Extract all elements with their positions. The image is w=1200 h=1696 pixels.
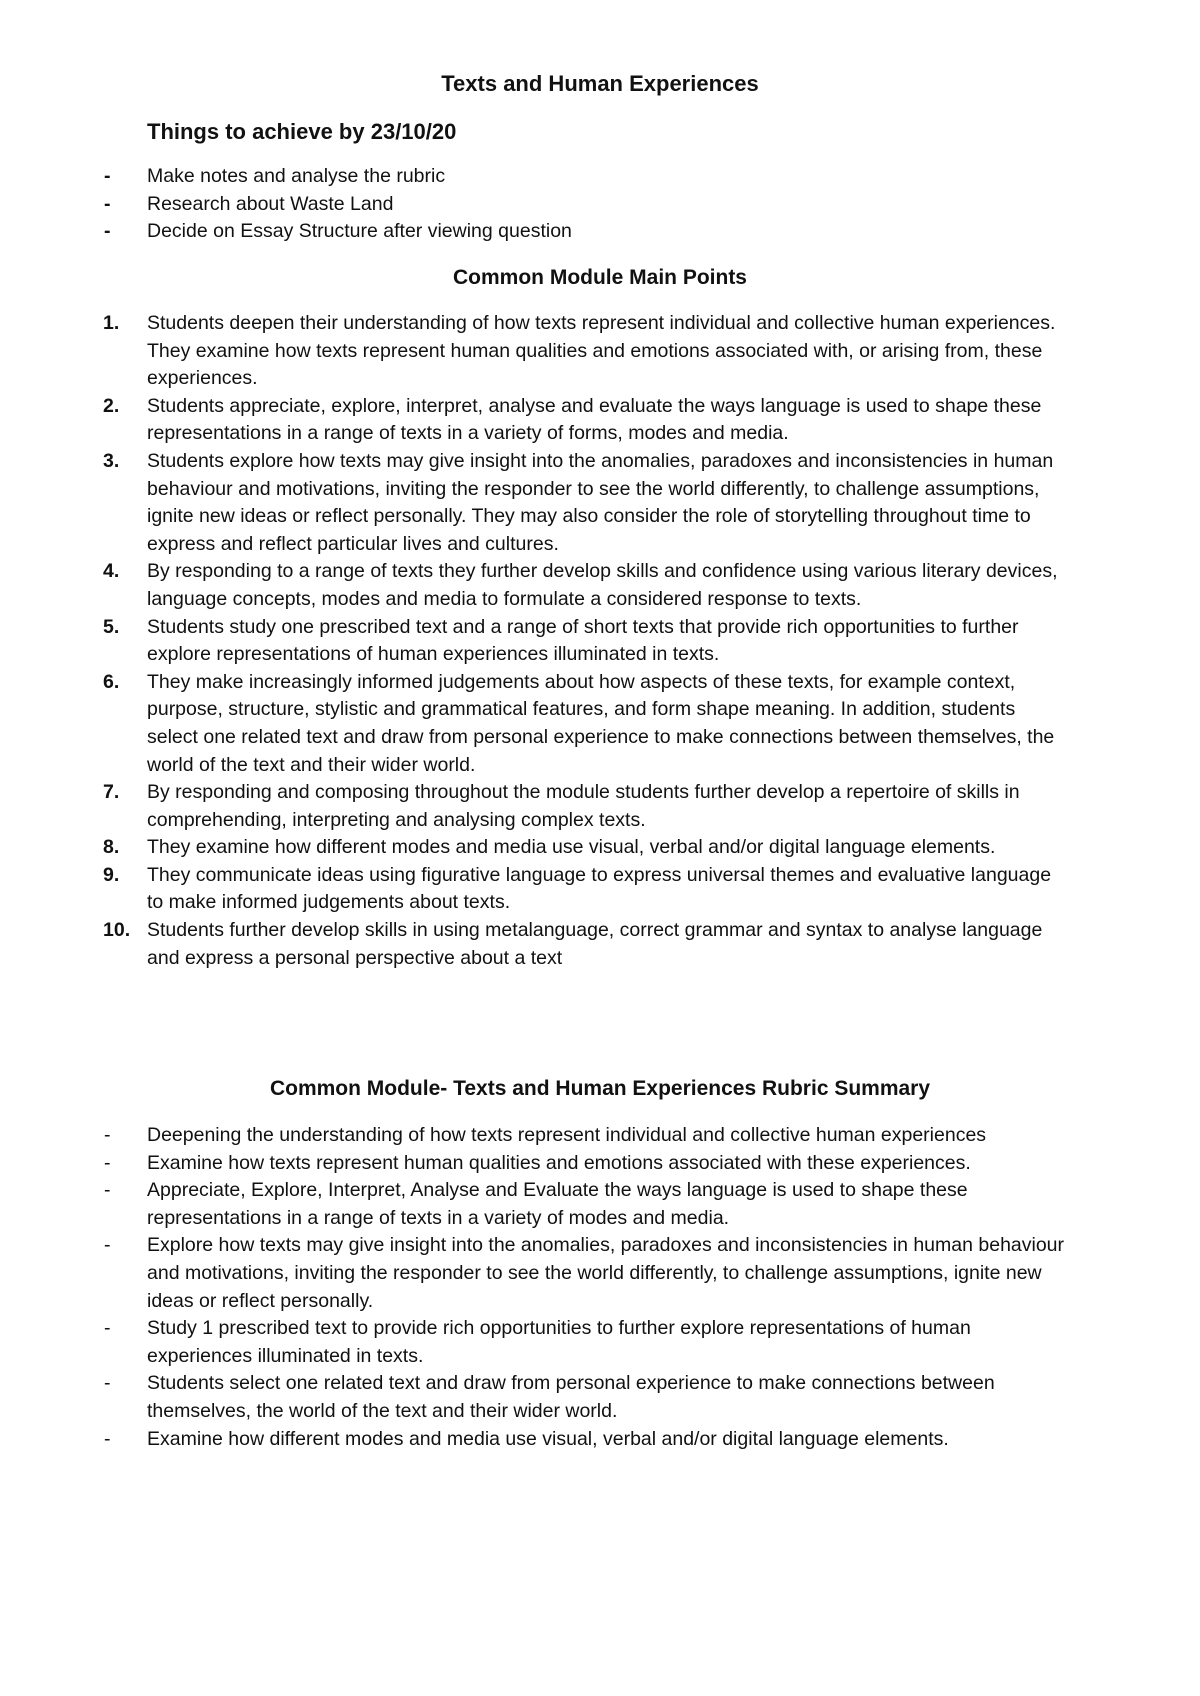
list-item-text: They examine how different modes and media use visual, verbal and/or digital language elements. xyxy=(147,836,996,859)
list-item-text: Make notes and analyse the rubric xyxy=(147,165,446,187)
list-item-text: Appreciate, Explore, Interpret, Analyse and Evaluate the ways language is used to shape these representations in a range of texts in a variety of modes and media. xyxy=(147,1179,968,1229)
rubric-summary-list xyxy=(0,1122,1200,1453)
list-marker: 9. xyxy=(103,863,120,886)
list-item-text: Students select one related text and draw from personal experience to make connections between themselves, the world of the text and their wider world. xyxy=(147,1372,995,1422)
main-point-item xyxy=(0,310,1200,393)
main-point-item xyxy=(0,393,1200,448)
main-point-item xyxy=(0,834,1200,862)
list-marker: 5. xyxy=(103,615,120,638)
main-points-list xyxy=(0,310,1200,972)
main-points-heading: Common Module Main Points xyxy=(453,266,747,289)
main-point-item xyxy=(0,614,1200,669)
list-item-text: Study 1 prescribed text to provide rich opportunities to further explore representations of human experiences illuminated in texts. xyxy=(147,1317,971,1367)
list-marker: - xyxy=(104,1234,111,1257)
rubric-item xyxy=(0,1232,1200,1315)
main-point-item xyxy=(0,669,1200,779)
list-marker: - xyxy=(104,1372,111,1395)
rubric-item xyxy=(0,1370,1200,1425)
list-marker: - xyxy=(104,1124,111,1146)
rubric-item xyxy=(0,1426,1200,1454)
list-marker: 6. xyxy=(103,670,120,693)
list-marker: - xyxy=(104,1179,111,1202)
list-item-text: Explore how texts may give insight into the anomalies, paradoxes and inconsistencies in human behaviour and motivations, inviting the responder to see the world differently, to challenge assumptions, ignite new ideas or reflect personally. xyxy=(147,1234,1065,1312)
list-item-text: Students explore how texts may give insight into the anomalies, paradoxes and inconsistencies in human behaviour and motivations, inviting the responder to see the world differently, to challenge assumptions, ignite new ideas or reflect personally. They may also consider the role of storytelling throughout time to express and reflect particular lives and cultures. xyxy=(147,449,1054,555)
rubric-item xyxy=(0,1177,1200,1232)
list-item-text: They make increasingly informed judgements about how aspects of these texts, for example context, purpose, structure, stylistic and grammatical features, and form shape meaning. In addition, students select one related text and draw from personal experience to make connections between themselves, the world of the text and their wider world. xyxy=(147,670,1055,776)
main-point-item xyxy=(0,917,1200,972)
goal-item xyxy=(0,163,1200,191)
list-marker: 7. xyxy=(103,781,120,804)
list-marker: 3. xyxy=(103,449,120,472)
goals-heading: Things to achieve by 23/10/20 xyxy=(147,119,457,144)
list-item-text: Research about Waste Land xyxy=(147,192,394,215)
rubric-heading: Common Module- Texts and Human Experiences Rubric Summary xyxy=(269,1077,931,1100)
list-item-text: Examine how texts represent human qualities and emotions associated with these experiences. xyxy=(147,1151,971,1174)
list-marker: - xyxy=(104,220,111,243)
main-point-item xyxy=(0,558,1200,613)
list-item-text: By responding and composing throughout the module students further develop a repertoire of skills in comprehending, interpreting and analysing complex texts. xyxy=(147,781,1020,831)
list-item-text: By responding to a range of texts they further develop skills and confidence using various literary devices, language concepts, modes and media to formulate a considered response to texts. xyxy=(147,560,1058,610)
list-item-text: Students study one prescribed text and a range of short texts that provide rich opportunities to further explore representations of human experiences illuminated in texts. xyxy=(147,615,1019,666)
goal-item xyxy=(0,218,1200,246)
list-item-text: Students further develop skills in using metalanguage, correct grammar and syntax to analyse language and express a personal perspective about a text xyxy=(147,919,1043,969)
list-marker: 8. xyxy=(103,836,120,859)
list-marker: 1. xyxy=(103,312,120,334)
rubric-item xyxy=(0,1150,1200,1178)
rubric-item xyxy=(0,1122,1200,1150)
document-title: Texts and Human Experiences xyxy=(441,71,759,96)
list-item-text: Students appreciate, explore, interpret, analyse and evaluate the ways language is used to shape these representations in a range of texts in a variety of forms, modes and media. xyxy=(147,394,1042,445)
list-marker: 2. xyxy=(103,394,120,417)
list-item-text: Decide on Essay Structure after viewing question xyxy=(147,220,572,243)
main-point-item xyxy=(0,448,1200,558)
list-marker: - xyxy=(104,165,111,187)
main-point-item xyxy=(0,862,1200,917)
goals-list xyxy=(0,163,1200,246)
list-marker: - xyxy=(104,192,111,215)
list-item-text: They communicate ideas using figurative language to express universal themes and evaluative language to make informed judgements about texts. xyxy=(147,863,1052,914)
list-item-text: Students deepen their understanding of how texts represent individual and collective human experiences. They examine how texts represent human qualities and emotions associated with, or arising from, these experiences. xyxy=(147,312,1056,390)
list-marker: - xyxy=(104,1151,111,1174)
goal-item xyxy=(0,191,1200,219)
list-item-text: Deepening the understanding of how texts represent individual and collective human experiences xyxy=(147,1124,987,1146)
main-point-item xyxy=(0,779,1200,834)
list-marker: - xyxy=(104,1427,111,1450)
list-item-text: Examine how different modes and media use visual, verbal and/or digital language elements. xyxy=(147,1427,949,1450)
list-marker: 10. xyxy=(103,919,131,942)
list-marker: 4. xyxy=(103,560,120,583)
list-marker: - xyxy=(104,1317,111,1340)
rubric-item xyxy=(0,1315,1200,1370)
